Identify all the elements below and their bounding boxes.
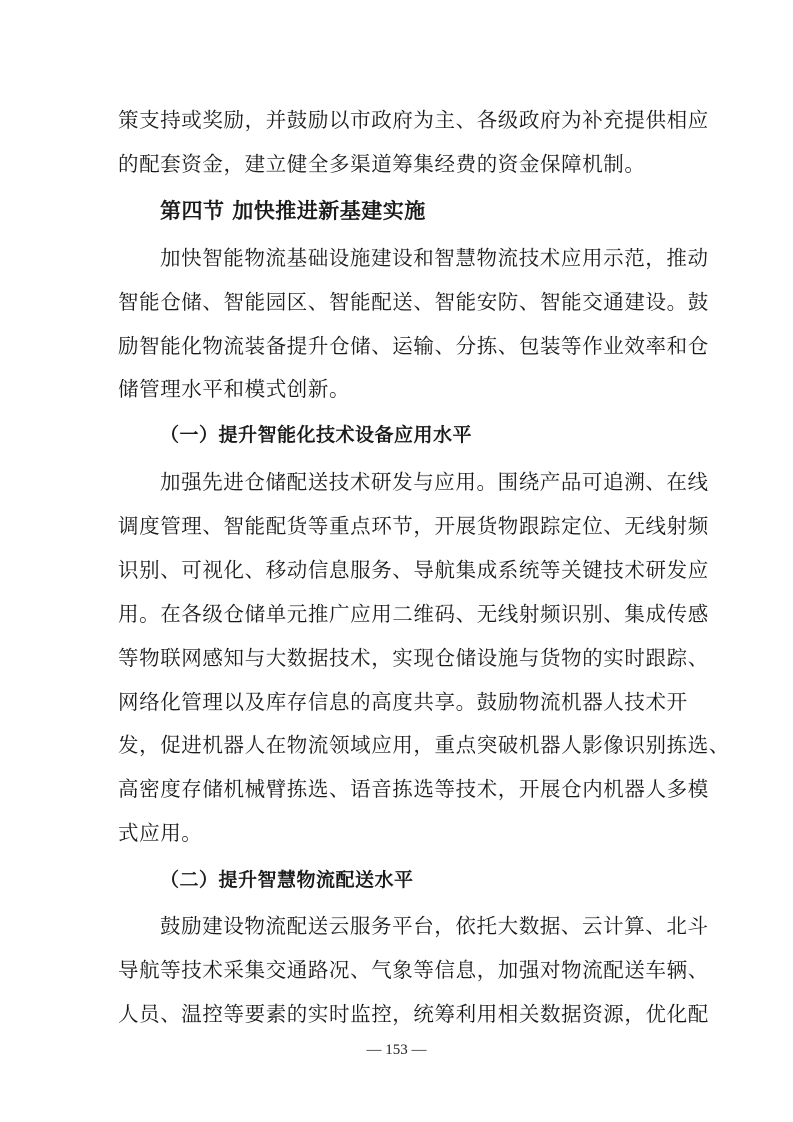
paragraph-line: 加强先进仓储配送技术研发与应用。围绕产品可追溯、在线 [160, 470, 709, 494]
paragraph-line: 储管理水平和模式创新。 [118, 377, 351, 401]
paragraph-line: 的配套资金，建立健全多渠道筹集经费的资金保障机制。 [118, 152, 646, 176]
paragraph-line: 策支持或奖励，并鼓励以市政府为主、各级政府为补充提供相应 [118, 108, 709, 132]
paragraph-line: 发，促进机器人在物流领域应用，重点突破机器人影像识别拣选、 [118, 733, 730, 757]
subsection-heading: （一）提升智能化技术设备应用水平 [160, 424, 473, 446]
paragraph-line: 智能仓储、智能园区、智能配送、智能安防、智能交通建设。鼓 [118, 290, 709, 314]
subsection-heading: （二）提升智慧物流配送水平 [160, 869, 414, 891]
paragraph-line: 用。在各级仓储单元推广应用二维码、无线射频识别、集成传感 [118, 602, 709, 626]
paragraph-line: 识别、可视化、移动信息服务、导航集成系统等关键技术研发应 [118, 558, 709, 582]
paragraph-line: 加快智能物流基础设施建设和智慧物流技术应用示范，推动 [160, 246, 709, 270]
page-number: — 153 — [366, 1042, 427, 1058]
paragraph-line: 网络化管理以及库存信息的高度共享。鼓励物流机器人技术开 [118, 690, 688, 714]
section-heading: 第四节 加快推进新基建实施 [160, 199, 426, 223]
paragraph-line: 励智能化物流装备提升仓储、运输、分拣、包装等作业效率和仓 [118, 334, 709, 358]
paragraph-line: 导航等技术采集交通路况、气象等信息，加强对物流配送车辆、 [118, 958, 709, 982]
paragraph-line: 式应用。 [118, 821, 203, 845]
paragraph-line: 调度管理、智能配货等重点环节，开展货物跟踪定位、无线射频 [118, 514, 709, 538]
paragraph-line: 等物联网感知与大数据技术，实现仓储设施与货物的实时跟踪、 [118, 646, 709, 670]
paragraph-line: 高密度存储机械臂拣选、语音拣选等技术，开展仓内机器人多模 [118, 777, 709, 801]
paragraph-line: 鼓励建设物流配送云服务平台，依托大数据、云计算、北斗 [160, 914, 709, 938]
paragraph-line: 人员、温控等要素的实时监控，统筹利用相关数据资源，优化配 [118, 1002, 709, 1026]
